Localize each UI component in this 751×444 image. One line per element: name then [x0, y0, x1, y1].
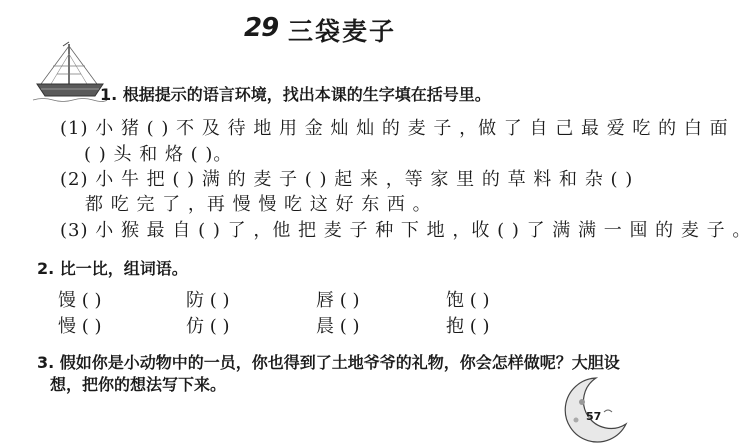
word-pair-bao-2: 抱 ( ): [446, 316, 490, 337]
page-number: 57: [586, 410, 602, 423]
word-pair-chun: 唇 ( ): [316, 290, 360, 311]
moon-icon: [556, 372, 630, 444]
q3-line-2: 想，把你的想法写下来。: [50, 375, 227, 394]
q1-heading: 1. 根据提示的语言环境，找出本课的生字填在括号里。: [100, 85, 491, 104]
q1-line-3: (2) 小 牛 把 ( ) 满 的 麦 子 ( ) 起 来 ，等 家 里 的 草 料 和 杂 ( ): [60, 169, 634, 190]
q1-line-1: (1) 小 猪 ( ) 不 及 待 地 用 金 灿 灿 的 麦 子 ，做 了 自 己 最 爱 吃 的 白 面: [60, 118, 729, 139]
sailboat-icon: [33, 40, 107, 104]
word-pair-fang-2: 仿 ( ): [186, 316, 230, 337]
q1-line-4: 都 吃 完 了 ，再 慢 慢 吃 这 好 东 西 。: [85, 194, 432, 215]
word-pair-fang-1: 防 ( ): [186, 290, 230, 311]
q1-line-2: ( ) 头 和 烙 ( )。: [84, 144, 233, 165]
word-pair-man-1: 馒 ( ): [58, 290, 102, 311]
lesson-number: 29: [244, 13, 279, 43]
word-pair-chen: 晨 ( ): [316, 316, 360, 337]
word-pair-man-2: 慢 ( ): [58, 316, 102, 337]
q1-line-5: (3) 小 猴 最 自 ( ) 了 ，他 把 麦 子 种 下 地 ，收 ( ) 了 满 满 一 囤 的 麦 子 。: [60, 220, 751, 241]
q3-line-1: 3. 假如你是小动物中的一员，你也得到了土地爷爷的礼物，你会怎样做呢？大胆设: [37, 353, 620, 372]
q2-heading: 2. 比一比，组词语。: [37, 259, 188, 278]
word-pair-bao-1: 饱 ( ): [446, 290, 490, 311]
lesson-title: 三袋麦子: [288, 17, 397, 46]
